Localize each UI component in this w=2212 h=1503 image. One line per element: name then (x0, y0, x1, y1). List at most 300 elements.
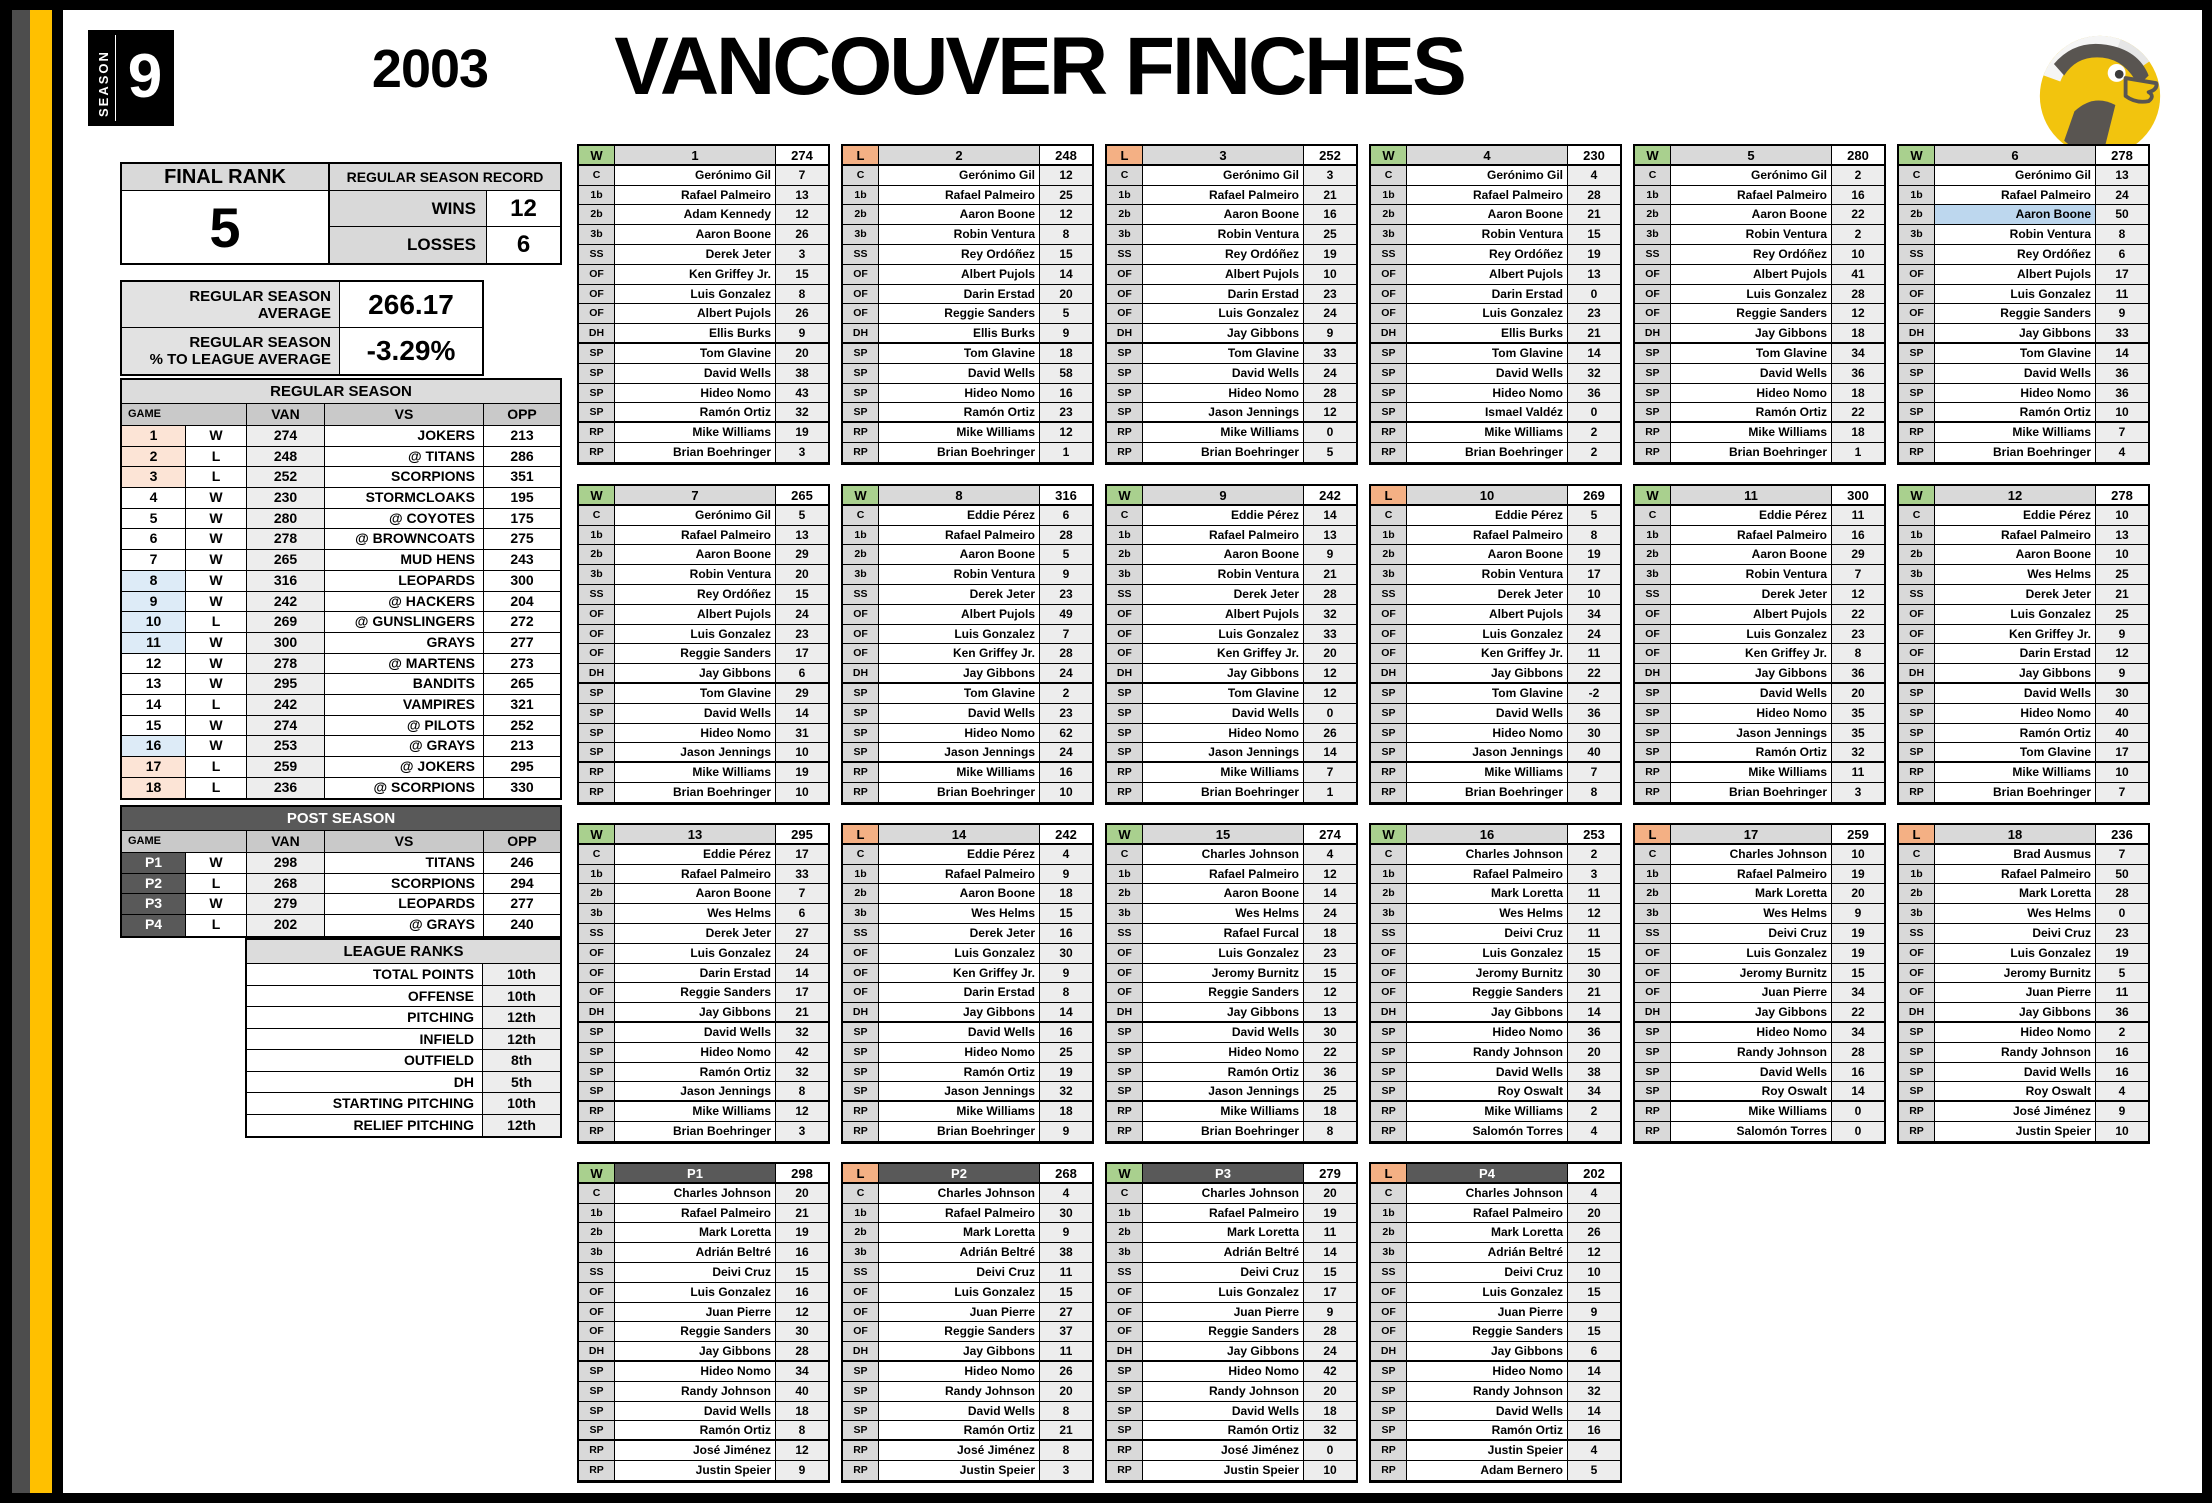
player-name-cell: Mike Williams (1143, 1102, 1304, 1122)
position-cell: RP (1899, 443, 1935, 463)
player-name-cell: Randy Johnson (879, 1382, 1040, 1402)
opponent-score-cell: 213 (484, 426, 560, 447)
position-cell: 1b (1635, 526, 1671, 546)
game-result-cell: W (579, 825, 615, 845)
player-points-cell: 19 (776, 423, 828, 443)
player-name-cell: Aaron Boone (1407, 205, 1568, 225)
player-points-cell: 24 (1040, 664, 1092, 684)
position-cell: 1b (579, 865, 615, 885)
player-points-cell: 17 (1568, 565, 1620, 585)
player-name-cell: Brian Boehringer (879, 1122, 1040, 1142)
position-cell: OF (1371, 944, 1407, 964)
player-points-cell: 26 (1040, 1362, 1092, 1382)
player-points-cell: 9 (2096, 304, 2148, 324)
player-points-cell: 21 (776, 1204, 828, 1224)
result-cell: L (186, 915, 247, 936)
player-points-cell: 30 (1568, 724, 1620, 744)
position-cell: SP (843, 724, 879, 744)
regular-season-game-row (122, 654, 560, 675)
regular-season-game-row (122, 529, 560, 550)
player-points-cell: 27 (776, 924, 828, 944)
player-name-cell: Jason Jennings (879, 743, 1040, 763)
player-points-cell: 11 (1040, 1342, 1092, 1362)
player-name-cell: Mike Williams (1407, 763, 1568, 783)
player-points-cell: 19 (1832, 865, 1884, 885)
player-points-cell: 29 (776, 545, 828, 565)
player-points-cell: 20 (1040, 1382, 1092, 1402)
position-cell: 1b (1107, 1204, 1143, 1224)
player-name-cell: David Wells (1671, 1063, 1832, 1083)
position-cell: OF (1899, 265, 1935, 285)
result-cell: W (186, 571, 247, 592)
player-name-cell: Luis Gonzalez (1671, 944, 1832, 964)
rank-category-label: INFIELD (247, 1029, 483, 1051)
player-name-cell: Derek Jeter (1671, 585, 1832, 605)
player-name-cell: Mike Williams (615, 1102, 776, 1122)
player-points-cell: 26 (1304, 724, 1356, 744)
player-name-cell: Mark Loretta (1407, 1223, 1568, 1243)
player-name-cell: Ken Griffey Jr. (1671, 644, 1832, 664)
player-name-cell: Mike Williams (615, 763, 776, 783)
player-points-cell: 31 (776, 724, 828, 744)
player-name-cell: Darin Erstad (1407, 285, 1568, 305)
player-points-cell: 12 (1040, 205, 1092, 225)
opponent-name-cell: @ HACKERS (325, 592, 484, 613)
player-name-cell: Albert Pujols (1143, 605, 1304, 625)
player-name-cell: Jay Gibbons (1671, 1003, 1832, 1023)
player-points-cell: 8 (1040, 225, 1092, 245)
position-cell: SS (1899, 585, 1935, 605)
player-points-cell: 0 (1304, 423, 1356, 443)
game-box-14 (841, 823, 1094, 1144)
position-cell: 3b (1371, 1243, 1407, 1263)
player-name-cell: Hideo Nomo (1407, 724, 1568, 744)
player-points-cell: 10 (1832, 845, 1884, 865)
season-number: 9 (127, 41, 163, 111)
player-points-cell: 15 (776, 1263, 828, 1283)
losses-value: 6 (516, 231, 531, 258)
result-cell: L (186, 778, 247, 799)
game-box-1 (577, 144, 830, 465)
player-name-cell: Rafael Palmeiro (1935, 526, 2096, 546)
position-cell: SP (579, 704, 615, 724)
player-name-cell: Eddie Pérez (879, 506, 1040, 526)
position-cell: DH (1371, 324, 1407, 344)
player-name-cell: Jeromy Burnitz (1143, 964, 1304, 984)
opponent-name-cell: @ TITANS (325, 447, 484, 468)
player-name-cell: Rafael Palmeiro (1407, 865, 1568, 885)
position-cell: 3b (1371, 225, 1407, 245)
position-cell: DH (1371, 1342, 1407, 1362)
player-points-cell: 20 (776, 565, 828, 585)
player-name-cell: Hideo Nomo (1671, 384, 1832, 404)
post-season-game-row (122, 894, 560, 915)
player-points-cell: 28 (1832, 1043, 1884, 1063)
position-cell: OF (843, 265, 879, 285)
position-cell: DH (1107, 1003, 1143, 1023)
player-points-cell: 25 (2096, 605, 2148, 625)
player-points-cell: 30 (1040, 1204, 1092, 1224)
player-points-cell: 2 (1832, 225, 1884, 245)
van-score-cell: 230 (247, 488, 325, 509)
player-points-cell: 9 (2096, 664, 2148, 684)
opponent-score-cell: 243 (484, 550, 560, 571)
player-points-cell: 40 (2096, 724, 2148, 744)
wins-value: 12 (510, 195, 537, 222)
player-points-cell: 28 (1568, 186, 1620, 206)
player-points-cell: 16 (2096, 1063, 2148, 1083)
position-cell: C (843, 166, 879, 186)
position-cell: RP (1635, 763, 1671, 783)
position-cell: 3b (1107, 565, 1143, 585)
player-name-cell: Luis Gonzalez (615, 1283, 776, 1303)
player-points-cell: 4 (2096, 443, 2148, 463)
position-cell: 3b (579, 904, 615, 924)
player-name-cell: Hideo Nomo (1407, 1023, 1568, 1043)
position-cell: C (579, 506, 615, 526)
game-result-cell: W (1371, 825, 1407, 845)
position-cell: RP (579, 763, 615, 783)
position-cell: 2b (843, 205, 879, 225)
player-points-cell: 21 (776, 1003, 828, 1023)
opponent-name-cell: @ BROWNCOATS (325, 529, 484, 550)
player-points-cell: 30 (1568, 964, 1620, 984)
position-cell: RP (1635, 443, 1671, 463)
player-points-cell: 11 (1304, 1223, 1356, 1243)
player-name-cell: Reggie Sanders (879, 304, 1040, 324)
season-label: SEASON (94, 35, 116, 121)
position-cell: OF (843, 983, 879, 1003)
player-name-cell: Brian Boehringer (1143, 783, 1304, 803)
player-points-cell: 38 (776, 364, 828, 384)
player-name-cell: Gerónimo Gil (1935, 166, 2096, 186)
player-name-cell: Ellis Burks (615, 324, 776, 344)
position-cell: DH (579, 324, 615, 344)
player-name-cell: Deivi Cruz (1935, 924, 2096, 944)
player-points-cell: 16 (1832, 526, 1884, 546)
player-name-cell: David Wells (1935, 1063, 2096, 1083)
position-cell: OF (579, 285, 615, 305)
position-cell: OF (1635, 964, 1671, 984)
player-points-cell: 62 (1040, 724, 1092, 744)
player-points-cell: 14 (776, 964, 828, 984)
player-points-cell: 10 (1568, 585, 1620, 605)
opponent-score-cell: 195 (484, 488, 560, 509)
league-ranks-header: LEAGUE RANKS (247, 940, 560, 964)
position-cell: 3b (1635, 225, 1671, 245)
player-name-cell: Hideo Nomo (879, 384, 1040, 404)
position-cell: OF (1635, 644, 1671, 664)
player-points-cell: 13 (1304, 526, 1356, 546)
position-cell: 3b (1899, 225, 1935, 245)
position-cell: RP (1107, 423, 1143, 443)
player-name-cell: Ken Griffey Jr. (879, 644, 1040, 664)
player-points-cell: 24 (776, 944, 828, 964)
player-points-cell: 9 (1832, 904, 1884, 924)
position-cell: SP (1635, 344, 1671, 364)
game-result-cell: W (579, 1164, 615, 1184)
position-cell: OF (1107, 304, 1143, 324)
position-cell: C (1635, 845, 1671, 865)
game-score-cell: 252 (1304, 146, 1356, 166)
player-points-cell: 7 (1040, 625, 1092, 645)
post-season-game-row (122, 853, 560, 874)
player-name-cell: Eddie Pérez (1935, 506, 2096, 526)
player-points-cell: 16 (1832, 186, 1884, 206)
player-points-cell: 25 (2096, 565, 2148, 585)
player-name-cell: Robin Ventura (1143, 565, 1304, 585)
player-points-cell: 14 (1304, 884, 1356, 904)
game-box-5 (1633, 144, 1886, 465)
player-name-cell: Adrián Beltré (615, 1243, 776, 1263)
player-points-cell: 19 (1568, 245, 1620, 265)
player-points-cell: 10 (1304, 1461, 1356, 1481)
player-name-cell: Darin Erstad (1143, 285, 1304, 305)
position-cell: OF (1371, 605, 1407, 625)
position-cell: 1b (843, 186, 879, 206)
position-cell: OF (1371, 1283, 1407, 1303)
game-number-cell: 9 (122, 592, 186, 613)
player-name-cell: Brian Boehringer (879, 443, 1040, 463)
player-name-cell: Jay Gibbons (1671, 324, 1832, 344)
player-points-cell: 9 (1304, 1303, 1356, 1323)
opponent-name-cell: STORMCLOAKS (325, 488, 484, 509)
game-id-cell: 3 (1143, 146, 1304, 166)
position-cell: OF (843, 944, 879, 964)
player-points-cell: 9 (776, 1461, 828, 1481)
player-points-cell: 15 (1832, 964, 1884, 984)
player-name-cell: Aaron Boone (1935, 545, 2096, 565)
player-points-cell: 9 (1040, 964, 1092, 984)
game-number-cell: 5 (122, 509, 186, 530)
opponent-name-cell: GRAYS (325, 633, 484, 654)
position-cell: 3b (1899, 904, 1935, 924)
position-cell: OF (579, 625, 615, 645)
position-cell: SP (843, 1421, 879, 1441)
player-points-cell: 1 (1304, 783, 1356, 803)
result-cell: L (186, 695, 247, 716)
player-name-cell: Albert Pujols (1143, 265, 1304, 285)
game-result-cell: L (1371, 1164, 1407, 1184)
game-id-cell: 5 (1671, 146, 1832, 166)
rank-value: 12th (483, 1007, 560, 1029)
player-points-cell: 40 (2096, 704, 2148, 724)
player-points-cell: 22 (1304, 1043, 1356, 1063)
position-cell: OF (1371, 644, 1407, 664)
player-points-cell: 21 (1568, 324, 1620, 344)
opponent-name-cell: LEOPARDS (325, 571, 484, 592)
player-points-cell: 6 (776, 904, 828, 924)
game-result-cell: W (1107, 486, 1143, 506)
player-name-cell: Rafael Palmeiro (615, 865, 776, 885)
player-name-cell: Gerónimo Gil (1407, 166, 1568, 186)
position-cell: SP (579, 1023, 615, 1043)
game-id-cell: 11 (1671, 486, 1832, 506)
player-points-cell: 23 (776, 625, 828, 645)
player-points-cell: 12 (776, 1303, 828, 1323)
player-name-cell: Rafael Palmeiro (615, 526, 776, 546)
player-points-cell: 40 (1568, 743, 1620, 763)
player-points-cell: 23 (1040, 403, 1092, 423)
regular-season-game-row (122, 716, 560, 737)
result-cell: W (186, 488, 247, 509)
player-name-cell: Jay Gibbons (1407, 1003, 1568, 1023)
player-points-cell: 18 (1832, 384, 1884, 404)
player-name-cell: Brian Boehringer (1935, 443, 2096, 463)
position-cell: SP (1107, 1362, 1143, 1382)
player-points-cell: 10 (2096, 1122, 2148, 1142)
player-points-cell: 5 (2096, 964, 2148, 984)
opponent-name-cell: @ GRAYS (325, 736, 484, 757)
player-points-cell: 3 (1832, 783, 1884, 803)
player-name-cell: Aaron Boone (615, 225, 776, 245)
player-name-cell: Albert Pujols (1407, 605, 1568, 625)
position-cell: C (1635, 166, 1671, 186)
position-cell: 2b (1371, 884, 1407, 904)
result-cell: W (186, 853, 247, 874)
player-points-cell: 8 (1568, 783, 1620, 803)
position-cell: OF (579, 1322, 615, 1342)
player-points-cell: 10 (2096, 545, 2148, 565)
position-cell: RP (1371, 1102, 1407, 1122)
position-cell: SP (1371, 364, 1407, 384)
player-points-cell: 2 (2096, 1023, 2148, 1043)
player-name-cell: Hideo Nomo (615, 384, 776, 404)
van-score-cell: 278 (247, 529, 325, 550)
player-name-cell: Luis Gonzalez (615, 625, 776, 645)
opponent-name-cell: MUD HENS (325, 550, 484, 571)
player-points-cell: 3 (1304, 166, 1356, 186)
position-cell: 1b (1899, 186, 1935, 206)
player-name-cell: Gerónimo Gil (879, 166, 1040, 186)
position-cell: SP (1371, 1023, 1407, 1043)
player-name-cell: Jay Gibbons (1407, 664, 1568, 684)
player-name-cell: Rafael Palmeiro (1407, 526, 1568, 546)
player-points-cell: 7 (2096, 845, 2148, 865)
game-id-cell: 14 (879, 825, 1040, 845)
position-cell: RP (1635, 783, 1671, 803)
rank-value: 10th (483, 986, 560, 1008)
player-name-cell: Brian Boehringer (879, 783, 1040, 803)
player-name-cell: Rey Ordóñez (1407, 245, 1568, 265)
position-cell: RP (843, 1441, 879, 1461)
player-name-cell: Charles Johnson (1671, 845, 1832, 865)
player-name-cell: Albert Pujols (879, 265, 1040, 285)
position-cell: DH (579, 664, 615, 684)
player-name-cell: Mark Loretta (1143, 1223, 1304, 1243)
game-id-cell: 6 (1935, 146, 2096, 166)
player-points-cell: 29 (1832, 545, 1884, 565)
player-name-cell: Tom Glavine (615, 344, 776, 364)
player-points-cell: 28 (1040, 526, 1092, 546)
position-cell: C (1371, 845, 1407, 865)
player-points-cell: 21 (1568, 205, 1620, 225)
regular-season-game-row (122, 447, 560, 468)
player-name-cell: Juan Pierre (615, 1303, 776, 1323)
game-box-3 (1105, 144, 1358, 465)
player-name-cell: Salomón Torres (1407, 1122, 1568, 1142)
opponent-score-cell: 277 (484, 633, 560, 654)
position-cell: DH (1899, 324, 1935, 344)
player-points-cell: 18 (1832, 423, 1884, 443)
player-points-cell: 12 (1568, 1243, 1620, 1263)
opponent-score-cell: 204 (484, 592, 560, 613)
player-points-cell: 8 (1832, 644, 1884, 664)
player-points-cell: 19 (1304, 1204, 1356, 1224)
averages-panel (120, 280, 484, 376)
position-cell: RP (1371, 783, 1407, 803)
player-points-cell: 26 (1568, 1223, 1620, 1243)
position-cell: OF (843, 304, 879, 324)
position-cell: RP (1371, 423, 1407, 443)
player-points-cell: 18 (1832, 324, 1884, 344)
player-name-cell: David Wells (615, 364, 776, 384)
player-name-cell: Ken Griffey Jr. (1407, 644, 1568, 664)
player-points-cell: 32 (776, 1023, 828, 1043)
position-cell: OF (1107, 625, 1143, 645)
player-points-cell: 32 (776, 403, 828, 423)
position-cell: SP (1107, 704, 1143, 724)
player-name-cell: Randy Johnson (615, 1382, 776, 1402)
position-cell: OF (1371, 964, 1407, 984)
position-cell: 2b (1635, 205, 1671, 225)
game-box-8 (841, 484, 1094, 805)
position-cell: 1b (1635, 865, 1671, 885)
player-points-cell: 12 (1304, 684, 1356, 704)
van-score-cell: 295 (247, 674, 325, 695)
position-cell: SP (1371, 1362, 1407, 1382)
player-name-cell: Reggie Sanders (1143, 1322, 1304, 1342)
position-cell: RP (579, 783, 615, 803)
regular-season-game-row (122, 509, 560, 530)
column-opp: OPP (507, 406, 537, 422)
player-points-cell: 9 (1568, 1303, 1620, 1323)
player-points-cell: 10 (1304, 265, 1356, 285)
player-name-cell: Gerónimo Gil (615, 506, 776, 526)
position-cell: SS (1107, 585, 1143, 605)
game-score-cell: 259 (1832, 825, 1884, 845)
result-cell: W (186, 529, 247, 550)
position-cell: SP (1899, 1043, 1935, 1063)
position-cell: SP (1107, 1382, 1143, 1402)
player-points-cell: 2 (1568, 1102, 1620, 1122)
player-points-cell: 23 (1568, 304, 1620, 324)
game-box-18 (1897, 823, 2150, 1144)
player-points-cell: 16 (1304, 205, 1356, 225)
game-score-cell: 278 (2096, 146, 2148, 166)
player-name-cell: Wes Helms (1407, 904, 1568, 924)
player-points-cell: 4 (1040, 845, 1092, 865)
position-cell: SP (1635, 743, 1671, 763)
rank-value: 8th (483, 1050, 560, 1072)
player-name-cell: Robin Ventura (879, 225, 1040, 245)
player-points-cell: 21 (1304, 186, 1356, 206)
player-points-cell: 12 (1832, 304, 1884, 324)
pct-value: -3.29% (366, 335, 456, 366)
result-cell: L (186, 757, 247, 778)
game-score-cell: 265 (776, 486, 828, 506)
position-cell: SP (579, 1402, 615, 1422)
position-cell: OF (579, 265, 615, 285)
game-result-cell: W (579, 486, 615, 506)
average-row (122, 282, 482, 328)
player-points-cell: 0 (1304, 704, 1356, 724)
position-cell: SS (579, 924, 615, 944)
position-cell: SP (843, 1402, 879, 1422)
position-cell: 2b (1371, 545, 1407, 565)
player-name-cell: Gerónimo Gil (615, 166, 776, 186)
player-points-cell: 20 (1568, 1043, 1620, 1063)
